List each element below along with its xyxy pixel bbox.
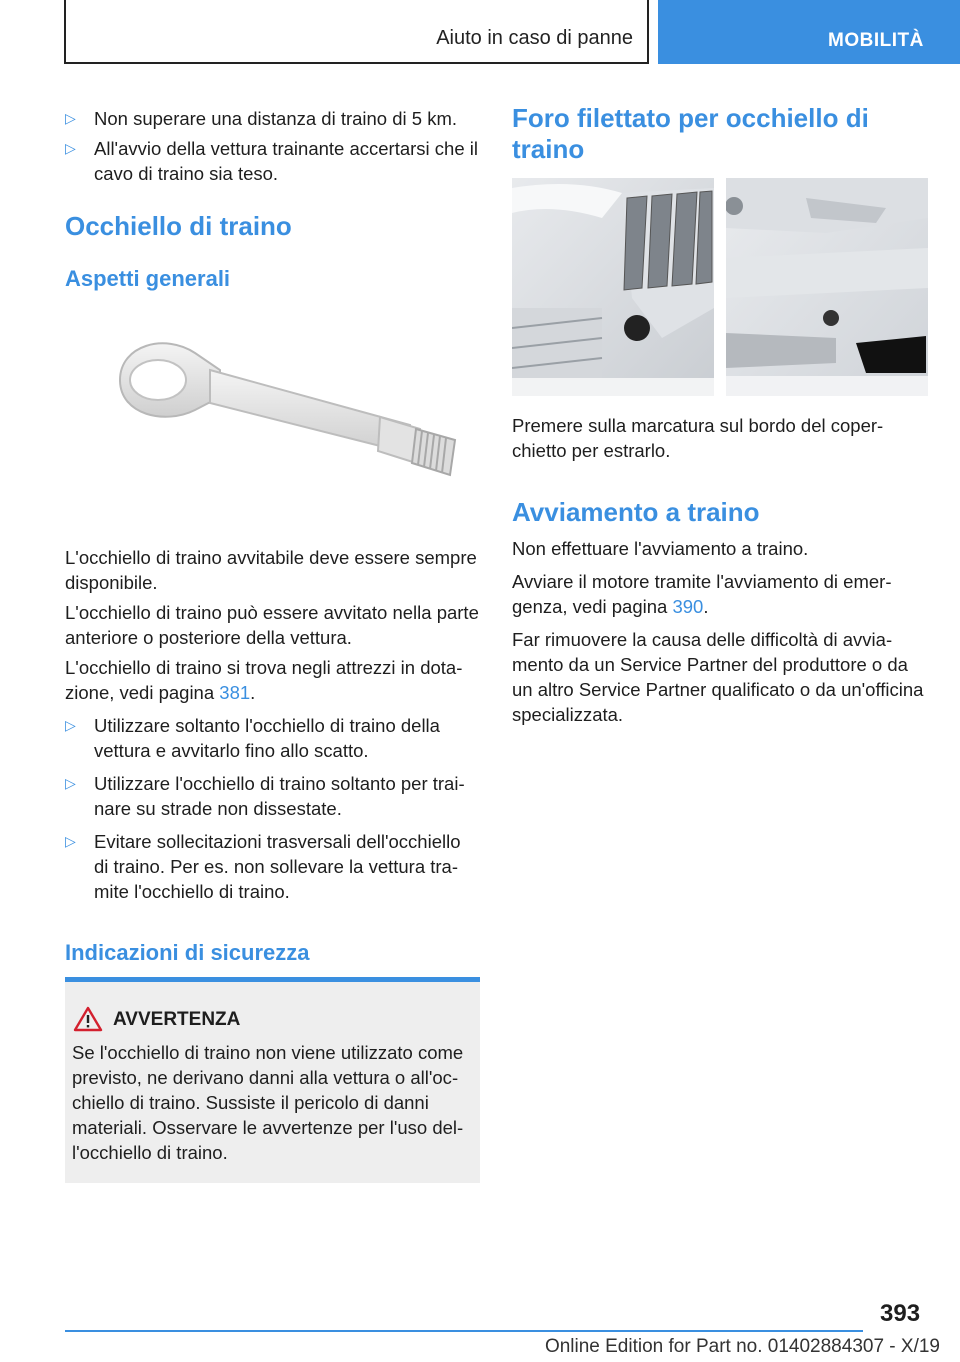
heading-safety: Indicazioni di sicurezza [65,940,310,965]
header-chapter-label: MOBILITÀ [828,30,924,51]
page-number: 393 [880,1300,921,1327]
paragraph: L'occhiello di traino si trova negli attrezzi in dotazione, vedi pagina 381. [65,657,463,703]
front-bumper-photo [512,178,714,396]
triangle-bullet-icon: ▷ [65,140,76,156]
header-section-label: Aiuto in caso di panne [436,27,633,49]
tow-eye-illustration [110,325,470,515]
footer-divider [65,1330,863,1332]
header-section [64,0,649,64]
heading-general: Aspetti generali [65,266,231,291]
triangle-bullet-icon: ▷ [65,110,76,126]
page-link-381[interactable]: 381 [219,682,251,703]
heading-thread-hole: Foro filettato per occhiello di traino [512,103,869,164]
header-chapter [658,0,960,64]
warning-body: Se l'occhiello di traino non viene utilizzato come previsto, ne derivano danni alla vettura o all'occhiello di traino. Sussiste il pericolo di danni materiali. Osservare le avvertenze per l'uso dell'occhiello di traino. [72,1042,464,1163]
paragraph: L'occhiello di traino avvitabile deve essere sempre disponibile. [65,547,477,593]
paragraph: L'occhiello di traino può essere avvitato nella parte anteriore o posteriore della vettura. [65,602,479,648]
heading-tow-start: Avviamento a traino [512,497,760,527]
warning-title: AVVERTENZA [113,1009,241,1030]
warning-box [65,977,480,1183]
footer-edition: Online Edition for Part no. 01402884307 - X/19 [544,1336,940,1357]
warning-triangle-icon [73,1006,103,1032]
paragraph: Far rimuovere la causa delle difficoltà di avviamento da un Service Partner del produttore o da un altro Service Partner qualificato o da un'officina specializzata. [512,629,924,725]
triangle-bullet-icon: ▷ [65,775,76,791]
heading-tow-eye: Occhiello di traino [65,211,292,241]
paragraph: Non effettuare l'avviamento a traino. [512,538,809,559]
rear-bumper-photo [726,178,928,396]
triangle-bullet-icon: ▷ [65,833,76,849]
triangle-bullet-icon: ▷ [65,717,76,733]
paragraph: Premere sulla marcatura sul bordo del coperchietto per estrarlo. [512,415,884,461]
page-link-390[interactable]: 390 [672,596,704,617]
paragraph: Avviare il motore tramite l'avviamento di emergenza, vedi pagina 390. [512,571,892,617]
